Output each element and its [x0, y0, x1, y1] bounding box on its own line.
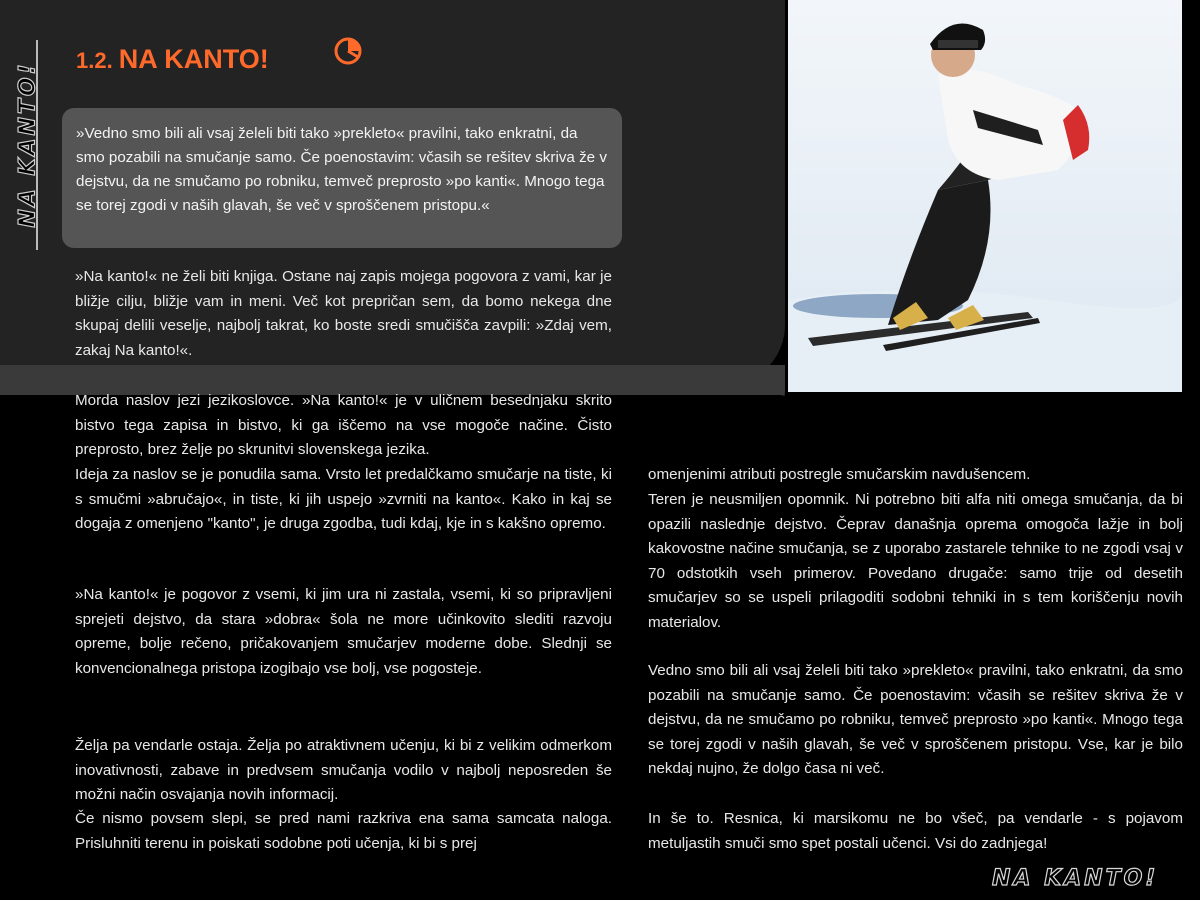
section-number: 1.2.	[76, 48, 113, 73]
left-paragraph-1: »Na kanto!« ne želi biti knjiga. Ostane naj zapis mojega pogovora z vami, kar je bližje cilju, bližje vam in meni. Več kot prepričan sem, da bomo nekega dne skupaj delili veselje, najbolj takrat, ko boste sredi smučišča zavpili: »Zdaj vem, zakaj Na kanto!«.	[75, 268, 612, 359]
pie-clock-icon	[333, 36, 363, 66]
side-label	[10, 40, 41, 250]
quote-text: »Vedno smo bili ali vsaj želeli biti tako »prekleto« pravilni, tako enkratni, da smo pozabili na smučanje samo. Če poenostavim: včasih se rešitev skriva že v dejstvu, da ne smučamo po robniku, temveč preprosto »po kanti«. Mnogo tega se torej zgodi v naših glavah, še več v sproščenem pristopu.«	[76, 125, 607, 214]
right-paragraph-3: Vedno smo bili ali vsaj želeli biti tako »prekleto« pravilni, tako enkratni, da smo pozabili na smučanje samo. Če poenostavim: včasih se rešitev skriva že v dejstvu, da ne smučamo po robniku, temveč preprosto »po kanti«. Mnogo tega se torej zgodi v naših glavah, še več v sproščenem pristopu. Vse, kar je bilo nekdaj nujno, že dolgo časa ni več.	[648, 662, 1183, 777]
left-paragraph-2: Morda naslov jezi jezikoslovce. »Na kanto!« je v uličnem besednjaku skrito bistvo tega zapisa in bistvo, ki ga iščemo na vse mogoče načine. Čisto preprosto, brez želje po skrunitvi slovenskega jezika.	[75, 392, 612, 458]
left-paragraph-5: Želja pa vendarle ostaja. Želja po atraktivnem učenju, ki bi z velikim odmerkom inovativnosti, zabave in predvsem smučanja vodilo v najbolj neposreden še možni način osvajanja novih informacij.	[75, 737, 612, 803]
left-paragraph-4: »Na kanto!« je pogovor z vsemi, ki jim ura ni zastala, vsemi, ki so pripravljeni sprejeti dejstvo, da stara »dobra« šola ne more učinkovito slediti razvoju opreme, bolje rečeno, pričakovanjem smučarjev moderne dobe. Slednji se konvencionalnega pristopa izogibajo vse bolj, vse pogosteje.	[75, 586, 612, 677]
section-title: NA KANTO!	[118, 44, 269, 74]
right-paragraph-4: In še to. Resnica, ki marsikomu ne bo všeč, pa vendarle - s pojavom metuljastih smuči smo spet postali učenci. Vsi do zadnjega!	[648, 810, 1183, 852]
footer-logo: NA KANTO!	[992, 866, 1159, 891]
right-paragraph-1: omenjenimi atributi postregle smučarskim navdušencem.	[648, 466, 1031, 483]
side-label-text: NA KANTO!	[15, 61, 41, 228]
skier-photo	[788, 0, 1182, 392]
left-paragraph-6: Če nismo povsem slepi, se pred nami razkriva ena sama samcata naloga. Prisluhniti terenu in poiskati sodobne poti učenja, ki bi s prej	[75, 810, 612, 852]
left-paragraph-3: Ideja za naslov se je ponudila sama. Vrsto let predalčkamo smučarje na tiste, ki s smučmi »abručajo«, in tiste, ki jih uspejo »zvrniti na kanto«. Kako in kaj se dogaja z omenjeno "kanto", je druga zgodba, tudi kdaj, kje in s kakšno opremo.	[75, 466, 612, 532]
right-paragraph-2: Teren je neusmiljen opomnik. Ni potrebno biti alfa niti omega smučanja, da bi opazili naslednje dejstvo. Čeprav današnja oprema omogoča lažje in bolj kakovostne načine smučanja, se z uporabo zastarele tehnike to ne zgodi vsaj v 70 odstotkih vseh primerov. Povedano drugače: samo trije od desetih smučarjev so se uspeli prilagoditi sodobni tehniki in s tem koriščenju novih materialov.	[648, 491, 1183, 631]
section-heading	[76, 44, 269, 75]
quote-box	[62, 108, 622, 248]
